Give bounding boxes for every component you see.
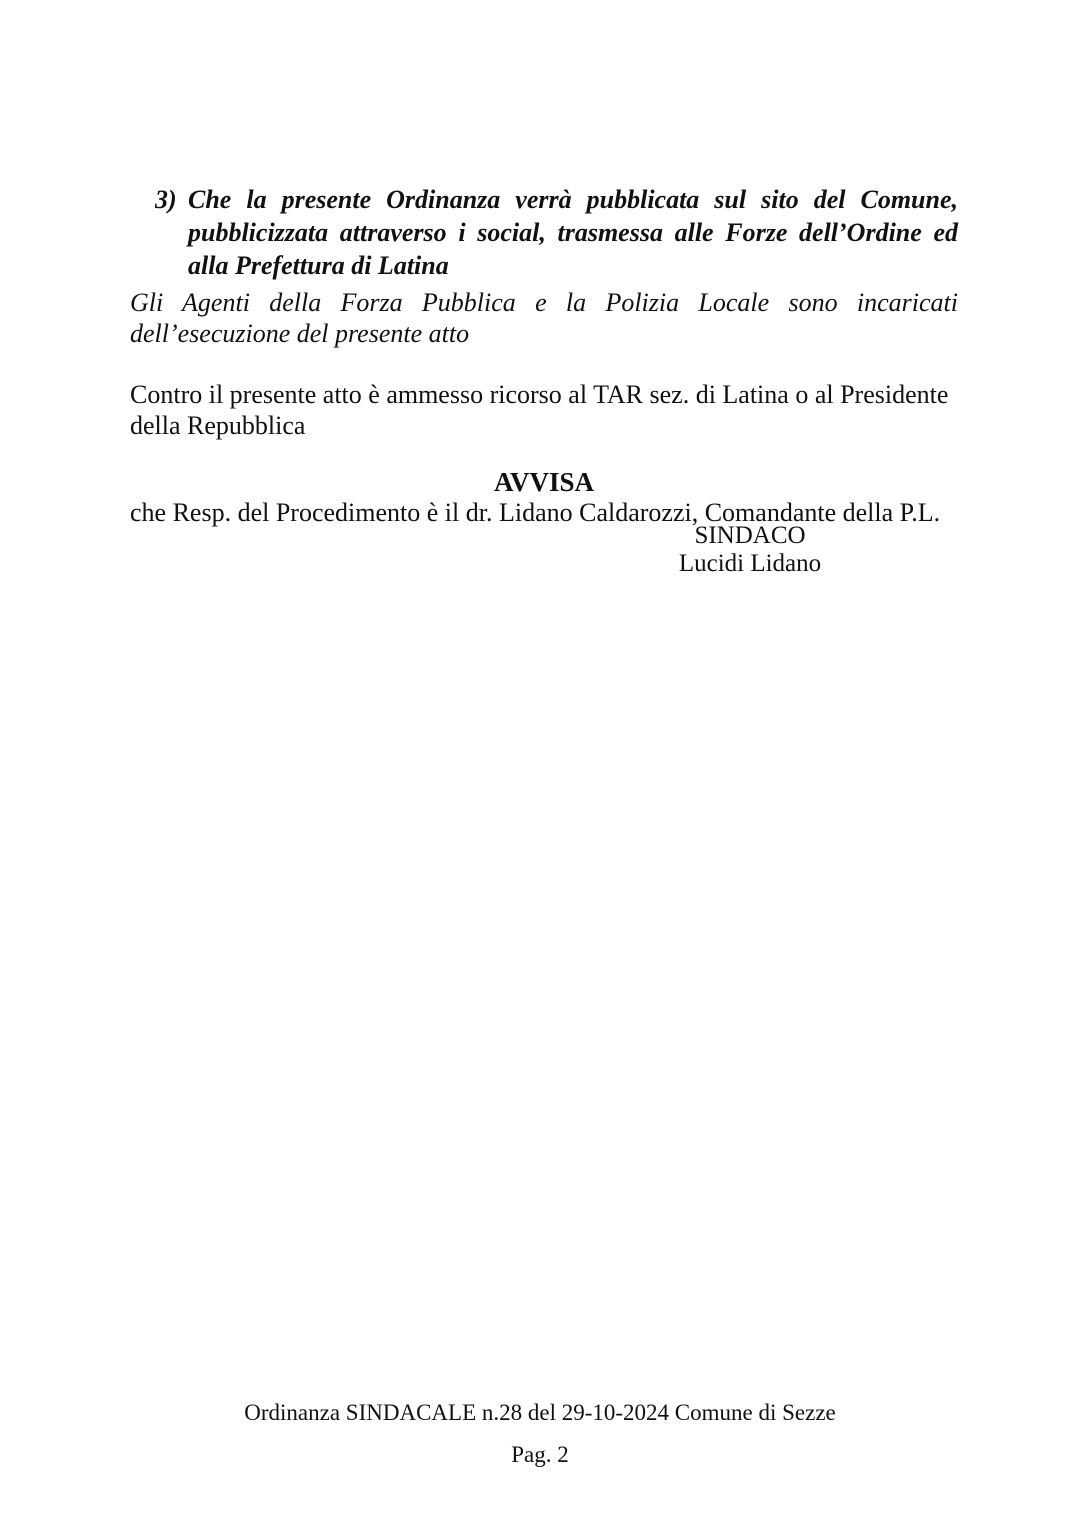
signature-title: SINDACO <box>694 522 806 549</box>
clause-number: 3) <box>155 185 177 214</box>
responsabile-line: che Resp. del Procedimento è il dr. Lidano Caldarozzi, Comandante della P.L. <box>130 498 941 527</box>
appeal-paragraph: Contro il presente atto è ammesso ricorso al TAR sez. di Latina o al Presidente della Repubblica <box>130 380 949 440</box>
footer-ordinance-line: Ordinanza SINDACALE n.28 del 29-10-2024 Comune di Sezze <box>244 1400 836 1425</box>
avvisa-heading: AVVISA <box>493 467 595 497</box>
footer-page-number: Pag. 2 <box>511 1442 569 1467</box>
clause-item-3 <box>155 183 958 282</box>
clause-text: Che la presente Ordinanza verrà pubblicata sul sito del Comune, pubblicizzata attraverso i social, trasmessa alle Forze dell’Ordine ed alla Prefettura di Latina <box>188 185 958 280</box>
agents-execution-paragraph: Gli Agenti della Forza Pubblica e la Polizia Locale sono incaricati dell’esecuzione del presente atto <box>130 288 958 348</box>
signature-block <box>550 522 950 578</box>
signature-name: Lucidi Lidano <box>678 550 822 577</box>
document-body <box>130 183 958 528</box>
